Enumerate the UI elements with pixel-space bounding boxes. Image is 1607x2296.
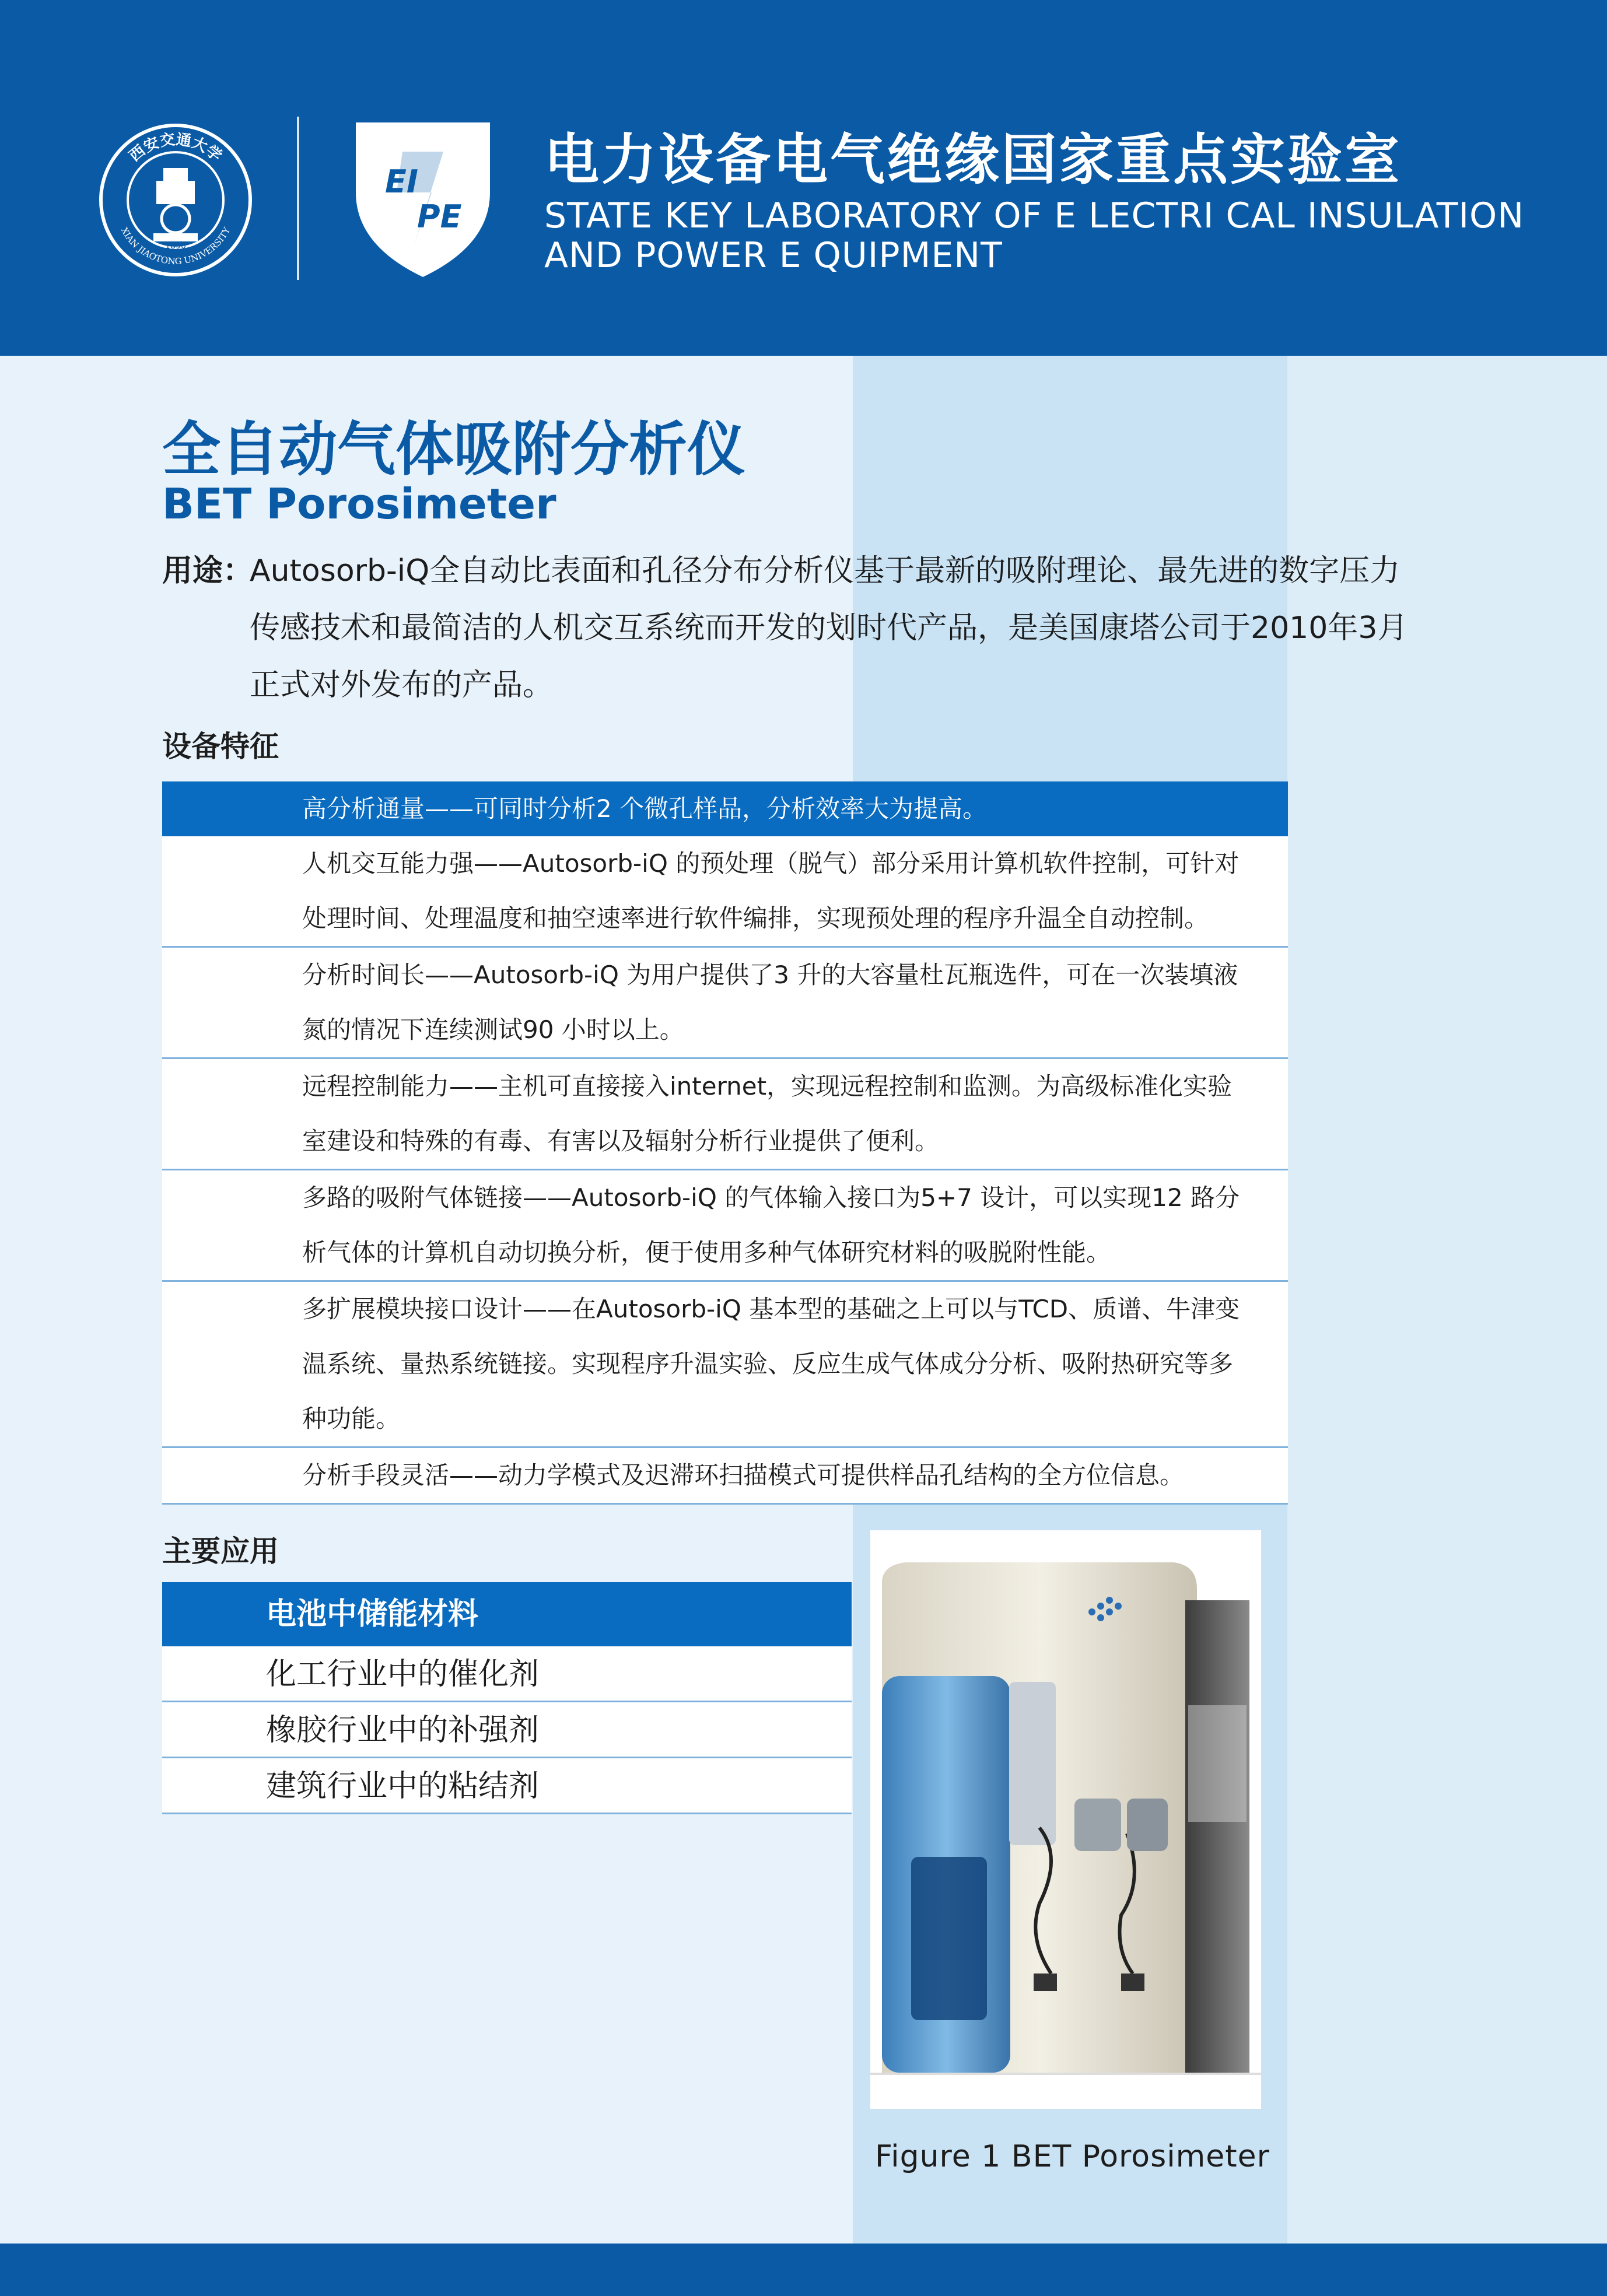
feature-row: 分析时间长——Autosorb-iQ 为用户提供了3 升的大容量杜瓦瓶选件，可在一次装填液氮的情况下连续测试90 小时以上。	[162, 948, 1288, 1059]
page-title-cn: 全自动气体吸附分析仪	[162, 415, 745, 483]
lab-name-en-line2: AND POWER E QUIPMENT	[544, 235, 1003, 276]
feature-row: 人机交互能力强——Autosorb-iQ 的预处理（脱气）部分采用计算机软件控制，可针对处理时间、处理温度和抽空速率进行软件编排，实现预处理的程序升温全自动控制。	[162, 836, 1288, 948]
application-item: 化工行业中的催化剂	[162, 1646, 852, 1702]
lab-name-en-line1: STATE KEY LABORATORY OF E LECTRI CAL INSULATION	[544, 195, 1525, 236]
svg-text:PE: PE	[417, 198, 462, 235]
lab-name-cn: 电力设备电气绝缘国家重点实验室	[544, 128, 1402, 192]
svg-text:XIAN JIAOTONG UNIVERSITY: XIAN JIAOTONG UNIVERSITY	[118, 225, 233, 267]
usage-text: Autosorb-iQ全自动比表面和孔径分布分析仪基于最新的吸附理论、最先进的数字压力传感技术和最简洁的人机交互系统而开发的划时代产品，是美国康塔公司于2010年3月正式对外发布的产品。	[250, 553, 1408, 703]
svg-text:EI: EI	[385, 163, 418, 200]
svg-text:西安交通大学: 西安交通大学	[126, 131, 225, 166]
figure-caption: Figure 1 BET Porosimeter	[875, 2139, 1270, 2174]
feature-row: 多路的吸附气体链接——Autosorb-iQ 的气体输入接口为5+7 设计，可以实现12 路分析气体的计算机自动切换分析，便于使用多种气体研究材料的吸脱附性能。	[162, 1170, 1288, 1282]
applications-list	[162, 1582, 852, 1814]
applications-heading: 主要应用	[162, 1534, 279, 1568]
feature-row: 高分析通量——可同时分析2 个微孔样品，分析效率大为提高。	[162, 781, 1288, 836]
feature-row: 远程控制能力——主机可直接接入internet，实现远程控制和监测。为高级标准化实验室建设和特殊的有毒、有害以及辐射分析行业提供了便利。	[162, 1059, 1288, 1170]
eipe-shield-logo	[350, 117, 496, 280]
instrument-illustration	[870, 1530, 1261, 2109]
usage-label: 用途：	[162, 553, 254, 588]
page-title-en: BET Porosimeter	[162, 479, 556, 528]
feature-row: 多扩展模块接口设计——在Autosorb-iQ 基本型的基础之上可以与TCD、质谱、牛津变温系统、量热系统链接。实现程序升温实验、反应生成气体成分分析、吸附热研究等多种功能。	[162, 1282, 1288, 1448]
lab-name-en	[544, 196, 1524, 275]
page-header	[0, 0, 1607, 356]
feature-row: 分析手段灵活——动力学模式及迟滞环扫描模式可提供样品孔结构的全方位信息。	[162, 1448, 1288, 1505]
svg-text:1896: 1896	[165, 241, 186, 251]
features-table	[162, 781, 1288, 1505]
application-item: 电池中储能材料	[162, 1582, 852, 1646]
application-item: 建筑行业中的粘结剂	[162, 1758, 852, 1814]
features-heading: 设备特征	[162, 730, 279, 763]
xjtu-logo	[98, 122, 253, 278]
page-footer	[0, 2244, 1607, 2296]
bet-porosimeter-image	[870, 1530, 1261, 2109]
header-divider	[297, 117, 299, 280]
application-item: 橡胶行业中的补强剂	[162, 1702, 852, 1758]
